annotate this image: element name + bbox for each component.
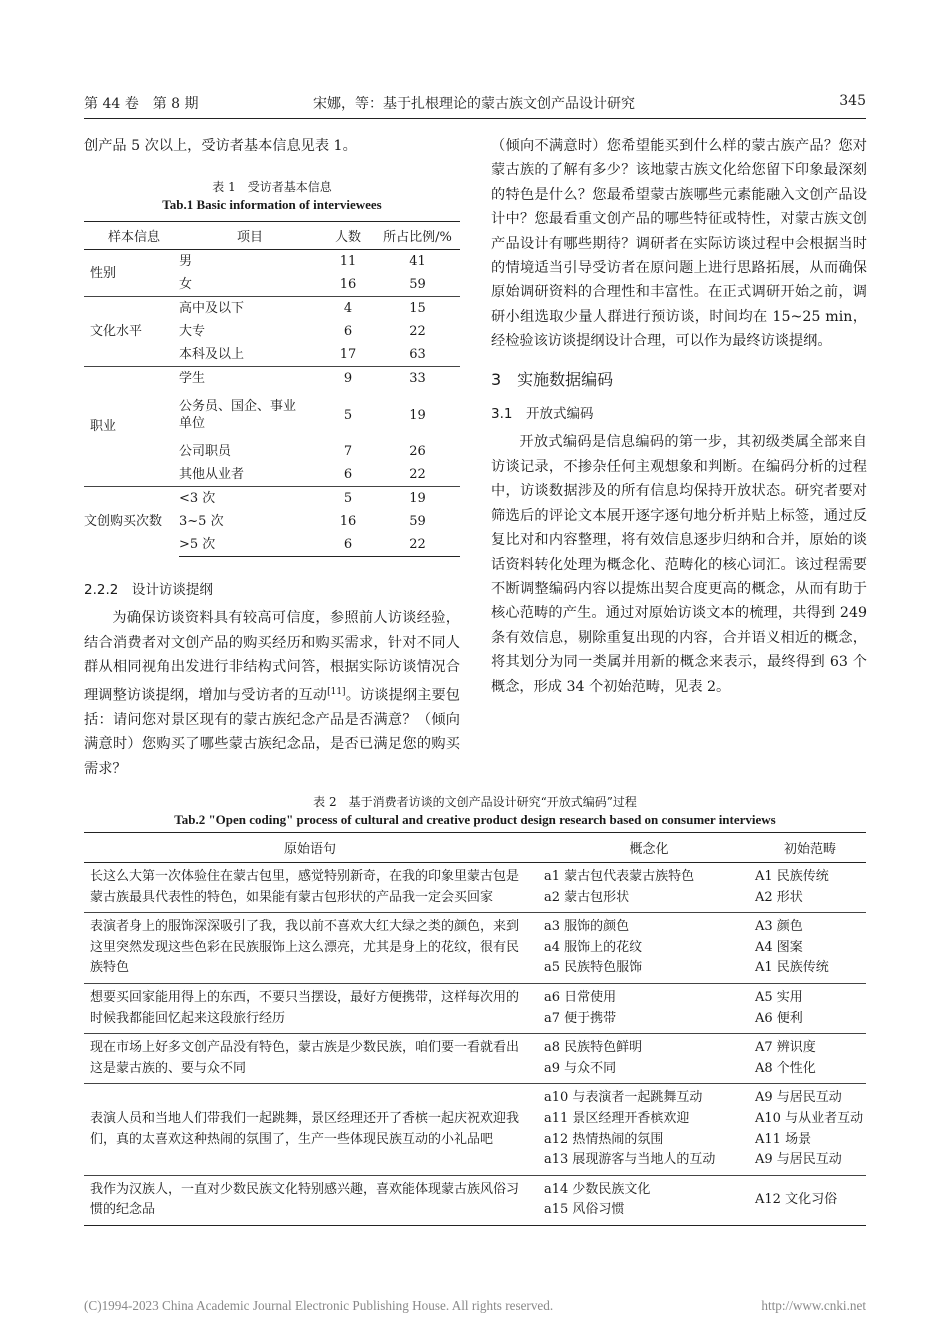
table1-header: 人数 [321, 222, 375, 250]
table1-header: 样本信息 [84, 222, 179, 250]
category: A9 与居民互动 [755, 1152, 842, 1168]
quote-cell: 表演者身上的服饰深深吸引了我，我以前不喜欢大红大绿之类的颜色，来到这里突然发现这些色彩在民族服饰上这么漂亮，尤其是身上的花纹，很有民族特色 [84, 913, 540, 984]
percent-cell: 59 [409, 277, 426, 292]
citation: [11] [327, 686, 346, 697]
category-cell [755, 1084, 866, 1175]
body-text-cont: 。访谈提纲主要包括：请问您对景区现有的蒙古族纪念产品是否满意？（倾向满意时）您购买了哪些蒙古族纪念品，是否已满足您的购买需求？ [84, 687, 460, 777]
count-cell: 11 [339, 254, 357, 269]
body-paragraph: 开放式编码是信息编码的第一步，其初级类属全部来自访谈记录，不掺杂任何主观想象和判断。在编码分析的过程中，访谈数据涉及的所有信息均保持开放状态。研究者要对筛选后的评论文本展开逐字逐句地分析并贴上标签，通过反复比对和内容整理，将有效信息逐步归纳和合并，原始的谈话资料转化处理为概念化、范畴化的核心词汇。该过程需要不断调整编码内容以提炼出契合度更高的概念，从而有助于核心范畴的产生。通过对原始访谈文本的梳理，共得到 249 条有效信息，剔除重复出现的内容，合并语义相近的概念，将其划分为同一类属并用新的概念来表示，最终得到 63 个概念，形成 34 个初始范畴，见表 2。 [491, 434, 867, 695]
concept-cell [540, 983, 755, 1033]
item-cell: 公司职员 [179, 444, 232, 459]
concept-cell [540, 913, 755, 984]
quote-cell: 长这么大第一次体验住在蒙古包里，感觉特别新奇，在我的印象里蒙古包是蒙古族最具代表性的特色，如果能有蒙古包形状的产品我一定会买回家 [84, 863, 540, 913]
concept: a2 蒙古包形状 [544, 889, 630, 905]
count-cell: 16 [339, 514, 357, 529]
concept: a1 蒙古包代表蒙古族特色 [544, 869, 695, 884]
category-cell [755, 1034, 866, 1084]
item-cell: 男 [179, 254, 193, 269]
group-label: 性别 [90, 265, 117, 281]
quote-cell: 表演人员和当地人们带我们一起跳舞，景区经理还开了香槟一起庆祝欢迎我们，真的太喜欢这种热闹的氛围了，生产一些体现民族互动的小礼品吧 [84, 1084, 540, 1175]
concept: a14 少数民族文化 [544, 1181, 651, 1197]
percent-cell: 19 [375, 487, 460, 511]
table1-header: 所占比例/% [375, 222, 460, 250]
right-column [491, 134, 867, 699]
category-cell [755, 863, 866, 913]
count-cell: 16 [339, 277, 357, 292]
category-cell [755, 983, 866, 1033]
category: A7 辨识度 [755, 1040, 816, 1056]
interviewee-table [84, 221, 460, 557]
category: A1 民族传统 [755, 960, 829, 976]
category: A8 个性化 [755, 1060, 816, 1076]
category: A4 图案 [755, 939, 803, 955]
item-cell: 女 [179, 277, 193, 292]
table1-caption [84, 178, 460, 214]
category: A3 颜色 [755, 919, 803, 935]
table-row [84, 913, 866, 984]
table2-header: 概念化 [540, 833, 755, 863]
concept-cell [540, 863, 755, 913]
category: A6 便利 [755, 1010, 803, 1026]
page-number: 345 [839, 93, 866, 109]
cnki-url: http://www.cnki.net [761, 1298, 866, 1313]
percent-cell: 15 [375, 297, 460, 321]
table-row [84, 863, 866, 913]
concept: a3 服饰的颜色 [544, 919, 630, 935]
concept: a6 日常使用 [544, 989, 617, 1005]
table1-caption-cn: 表 1 受访者基本信息 [212, 180, 332, 194]
concept: a8 民族特色鲜明 [544, 1040, 643, 1056]
item-cell: 高中及以下 [179, 297, 321, 321]
body-text: 为确保访谈资料具有较高可信度，参照前人访谈经验，结合消费者对文创产品的购买经历和购买需求，针对不同人群从相同视角出发进行非结构式问答，根据实际访谈情况合理调整访谈提纲，增加与受访者的互动 [84, 610, 460, 704]
table-row [84, 250, 460, 274]
category: A5 实用 [755, 989, 803, 1005]
table-row [84, 1034, 866, 1084]
item-cell: 学生 [179, 367, 321, 391]
table-row [84, 1175, 866, 1225]
item-cell: 公务员、国企、事业单位 [179, 399, 297, 431]
category: A10 与从业者互动 [755, 1110, 864, 1126]
table1-header: 项目 [179, 222, 321, 250]
intro-paragraph: 创产品 5 次以上，受访者基本信息见表 1。 [84, 138, 357, 154]
table1-caption-en: Tab.1 Basic information of interviewees [162, 197, 382, 212]
concept: a10 与表演者一起跳舞互动 [544, 1090, 703, 1106]
concept-cell [540, 1034, 755, 1084]
count-cell: 6 [321, 533, 375, 557]
open-coding-table [84, 832, 866, 1226]
table1-header-row [84, 222, 460, 250]
copyright-notice: (C)1994-2023 China Academic Journal Electronic Publishing House. All rights reserved. [84, 1298, 554, 1313]
table2-caption-en: Tab.2 "Open coding" process of cultural and creative product design research based on consumer interviews [174, 812, 776, 827]
item-cell: 大专 [179, 324, 206, 339]
percent-cell: 22 [409, 467, 426, 482]
concept: a4 服饰上的花纹 [544, 939, 643, 955]
item-cell: <3 次 [179, 487, 321, 511]
percent-cell: 22 [375, 533, 460, 557]
category: A11 场景 [755, 1131, 812, 1147]
count-cell: 6 [343, 467, 353, 482]
category: A2 形状 [755, 889, 803, 905]
table-row [84, 487, 460, 511]
table2-caption-cn: 表 2 基于消费者访谈的文创产品设计研究“开放式编码”过程 [313, 795, 637, 809]
percent-cell: 22 [409, 324, 426, 339]
table2-header: 初始范畴 [755, 833, 866, 863]
percent-cell: 33 [375, 367, 460, 391]
item-cell: 3~5 次 [179, 514, 224, 529]
table2-header: 原始语句 [84, 833, 540, 863]
quote-cell: 现在市场上好多文创产品没有特色，蒙古族是少数民族，咱们要一看就看出这是蒙古族的、要与众不同 [84, 1034, 540, 1084]
percent-cell: 59 [409, 514, 426, 529]
table2-header-row [84, 833, 866, 863]
count-cell: 5 [321, 487, 375, 511]
category: A9 与居民互动 [755, 1090, 842, 1106]
table-row [84, 1084, 866, 1175]
percent-cell: 63 [409, 347, 426, 362]
concept: a5 民族特色服饰 [544, 960, 643, 976]
count-cell: 5 [343, 407, 353, 423]
percent-cell: 26 [409, 444, 426, 459]
group-label: 职业 [84, 367, 179, 487]
count-cell: 4 [321, 297, 375, 321]
body-paragraph: （倾向不满意时）您希望能买到什么样的蒙古族产品？您对蒙古族的了解有多少？该地蒙古族文化给您留下印象最深刻的特色是什么？您最希望蒙古族哪些元素能融入文创产品设计中？您最看重文创产品的哪些特征或特性，对蒙古族文创产品设计有哪些期待？调研者在实际访谈过程中会根据当时的情境适当引导受访者在原问题上进行思路拓展，从而确保原始调研资料的合理性和丰富性。在正式调研开始之前，调研小组选取少量人群进行预访谈，时间均在 15~25 min，经检验该访谈提纲设计合理，可以作为最终访谈提纲。 [491, 138, 867, 350]
group-label: 文化水平 [84, 297, 179, 367]
concept: a12 热情热闹的氛围 [544, 1131, 664, 1147]
item-cell: >5 次 [179, 533, 321, 557]
quote-cell: 我作为汉族人，一直对少数民族文化特别感兴趣，喜欢能体现蒙古族风俗习惯的纪念品 [84, 1175, 540, 1225]
category-cell [755, 1175, 866, 1225]
table-row [84, 983, 866, 1033]
concept-cell [540, 1175, 755, 1225]
section-heading-3-1: 3.1 开放式编码 [491, 406, 594, 423]
quote-cell: 想要买回家能用得上的东西，不要只当摆设，最好方便携带，这样每次用的时候我都能回忆起来这段旅行经历 [84, 983, 540, 1033]
category: A12 文化习俗 [755, 1192, 838, 1208]
percent-cell: 41 [409, 254, 426, 269]
percent-cell: 19 [409, 407, 426, 423]
section-2-2-2 [84, 578, 460, 781]
left-column-intro [84, 134, 460, 158]
table-row [84, 367, 460, 391]
concept: a15 风俗习惯 [544, 1202, 625, 1218]
concept: a11 景区经理开香槟欢迎 [544, 1110, 690, 1126]
count-cell: 6 [343, 324, 353, 339]
concept: a7 便于携带 [544, 1010, 617, 1026]
concept-cell [540, 1084, 755, 1175]
header-rule [84, 118, 866, 119]
item-cell: 本科及以上 [179, 347, 245, 362]
category: A1 民族传统 [755, 869, 829, 884]
count-cell: 9 [321, 367, 375, 391]
item-cell: 其他从业者 [179, 467, 245, 482]
table-row [84, 297, 460, 321]
category-cell [755, 913, 866, 984]
count-cell: 17 [339, 347, 357, 362]
journal-volume: 第 44 卷 第 8 期 [84, 96, 199, 112]
group-label: 文创购买次数 [84, 487, 179, 557]
section-heading-3: 3 实施数据编码 [491, 369, 614, 389]
concept: a13 展现游客与当地人的互动 [544, 1152, 716, 1168]
table2-caption [84, 793, 866, 829]
section-heading: 2.2.2 设计访谈提纲 [84, 582, 213, 598]
running-title: 宋娜，等：基于扎根理论的蒙古族文创产品设计研究 [313, 96, 635, 112]
concept: a9 与众不同 [544, 1060, 617, 1076]
count-cell: 7 [343, 444, 353, 459]
body-paragraph [84, 606, 460, 781]
